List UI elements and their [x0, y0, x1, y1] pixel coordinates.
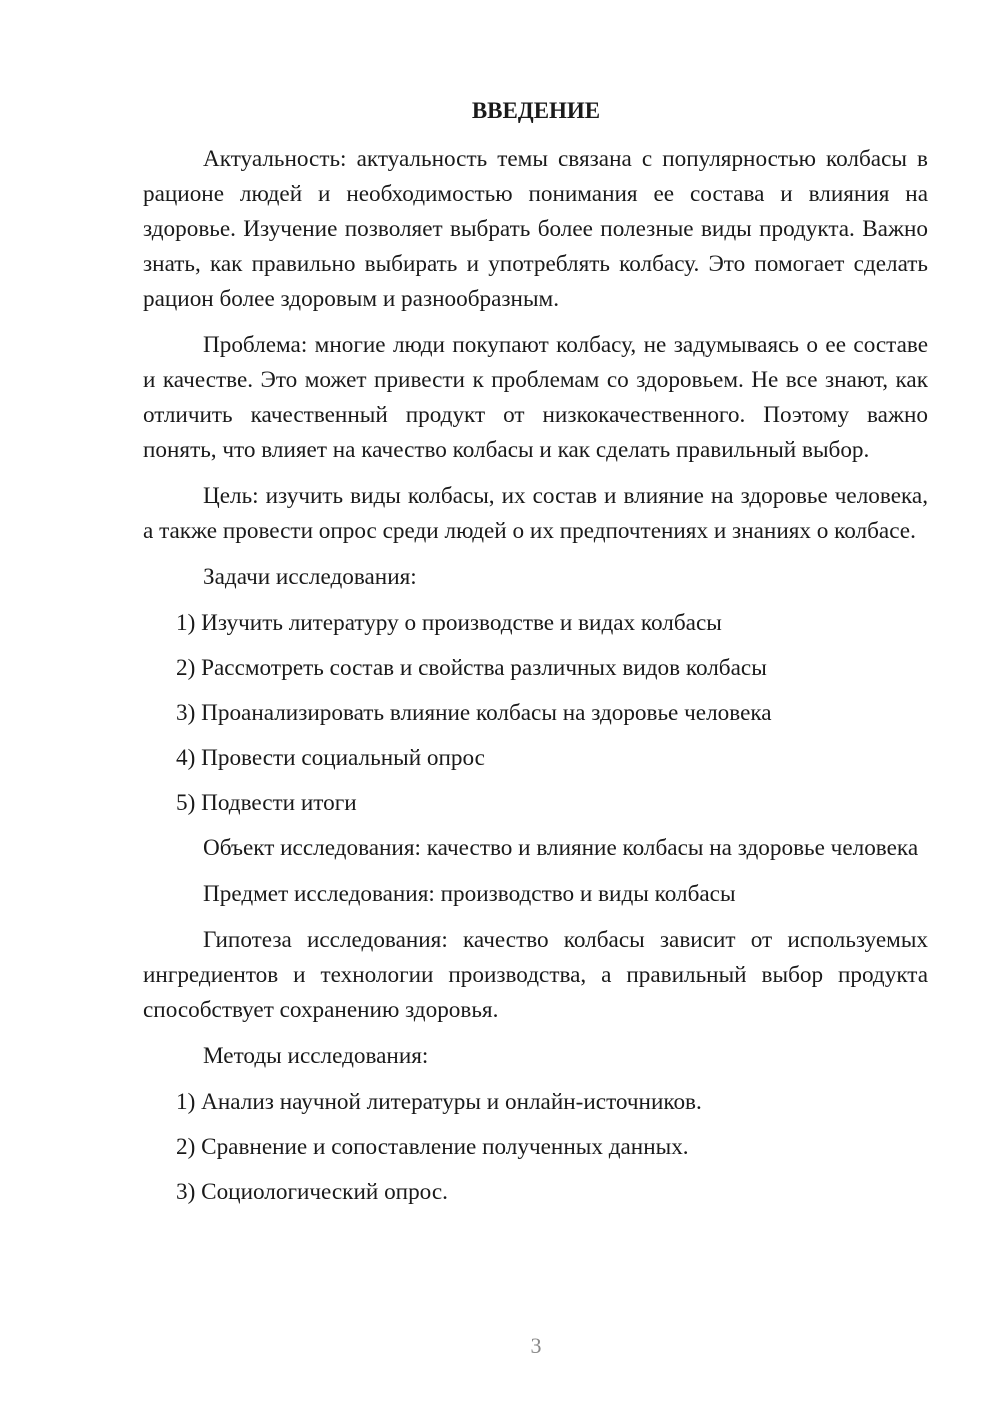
goal-paragraph: Цель: изучить виды колбасы, их состав и влияние на здоровье человека, а также провести опрос среди людей о их предпочтениях и знаниях о колбасе. — [143, 483, 928, 544]
task-item: 2) Рассмотреть состав и свойства различных видов колбасы — [176, 655, 767, 681]
task-item: 1) Изучить литературу о производстве и видах колбасы — [176, 610, 722, 636]
method-item: 2) Сравнение и сопоставление полученных данных. — [176, 1134, 689, 1160]
method-item: 3) Социологический опрос. — [176, 1179, 448, 1205]
hypothesis-paragraph: Гипотеза исследования: качество колбасы зависит от используемых ингредиентов и технологии производства, а правильный выбор продукта способствует сохранению здоровья. — [143, 927, 928, 1023]
section-title: ВВЕДЕНИЕ — [471, 98, 601, 123]
page-number: 3 — [530, 1333, 542, 1358]
subject-paragraph: Предмет исследования: производство и виды колбасы — [203, 881, 736, 907]
task-item: 5) Подвести итоги — [176, 790, 357, 816]
methods-heading: Методы исследования: — [203, 1043, 429, 1069]
method-item: 1) Анализ научной литературы и онлайн-источников. — [176, 1089, 702, 1115]
tasks-heading: Задачи исследования: — [203, 564, 417, 590]
task-item: 4) Провести социальный опрос — [176, 745, 485, 771]
task-item: 3) Проанализировать влияние колбасы на здоровье человека — [176, 700, 772, 726]
object-paragraph: Объект исследования: качество и влияние колбасы на здоровье человека — [203, 835, 919, 861]
section-body — [143, 142, 928, 1220]
relevance-paragraph: Актуальность: актуальность темы связана с популярностью колбасы в рационе людей и необходимостью понимания ее состава и влияния на здоровье. Изучение позволяет выбрать более полезные виды продукта. Важно знать, как правильно выбирать и употреблять колбасу. Это помогает сделать рацион более здоровым и разнообразным. — [143, 146, 928, 312]
problem-paragraph: Проблема: многие люди покупают колбасу, не задумываясь о ее составе и качестве. Это может привести к проблемам со здоровьем. Не все знают, как отличить качественный продукт от низкокачественного. Поэтому важно понять, что влияет на качество колбасы и как сделать правильный выбор. — [143, 332, 928, 463]
